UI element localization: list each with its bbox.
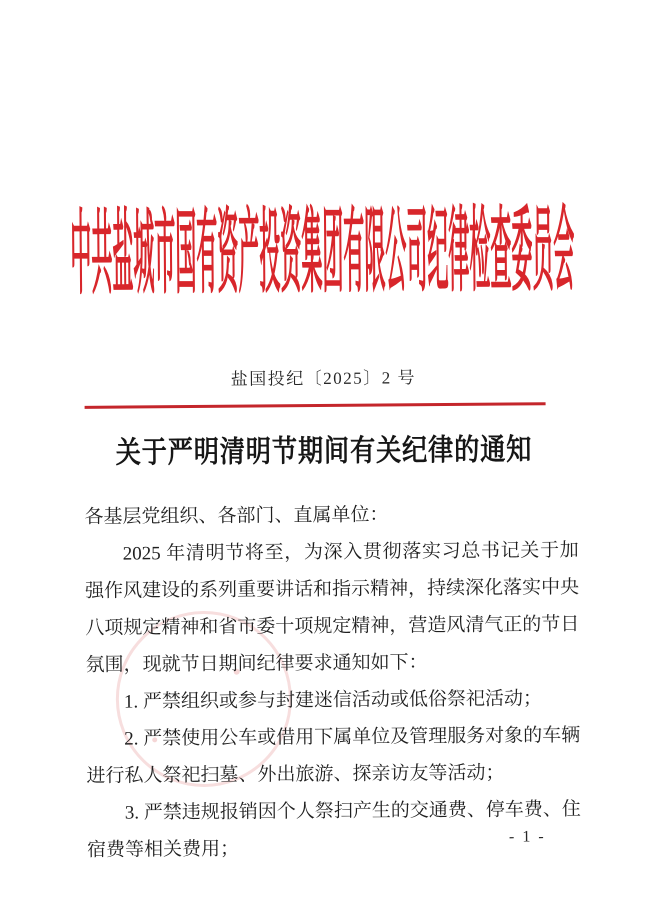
issuing-org-name: 中共盐城市国有资产投资集团有限公司纪律检查委员会 bbox=[69, 198, 575, 307]
notice-title-row bbox=[0, 430, 648, 473]
notice-body bbox=[84, 495, 581, 869]
notice-item: 1. 严禁组织或参与封建迷信活动或低俗祭祀活动； bbox=[123, 688, 542, 713]
page-number: - 1 - bbox=[508, 828, 546, 846]
document-number: 盐国投纪〔2025〕2 号 bbox=[230, 368, 417, 389]
notice-item: 2. 严禁使用公车或借用下属单位及管理服务对象的车辆进行私人祭祀扫墓、外出旅游、探亲访友等活动； bbox=[86, 724, 581, 787]
salutation: 各基层党组织、各部门、直属单位： bbox=[84, 504, 389, 528]
red-divider-line bbox=[85, 402, 546, 409]
red-header-banner bbox=[0, 198, 646, 307]
notice-title: 关于严明清明节期间有关纪律的通知 bbox=[115, 433, 533, 470]
notice-item: 3. 严禁违规报销因个人祭扫产生的交通费、停车费、住宿费等相关费用； bbox=[86, 798, 581, 861]
opening-paragraph: 2025 年清明节将至，为深入贯彻落实习总书记关于加强作风建设的系列重要讲话和指示精神，持续深化落实中央八项规定精神和省市委十项规定精神，营造风清气正的节日氛围，现就节日期间纪律要求通知如下： bbox=[84, 540, 580, 676]
